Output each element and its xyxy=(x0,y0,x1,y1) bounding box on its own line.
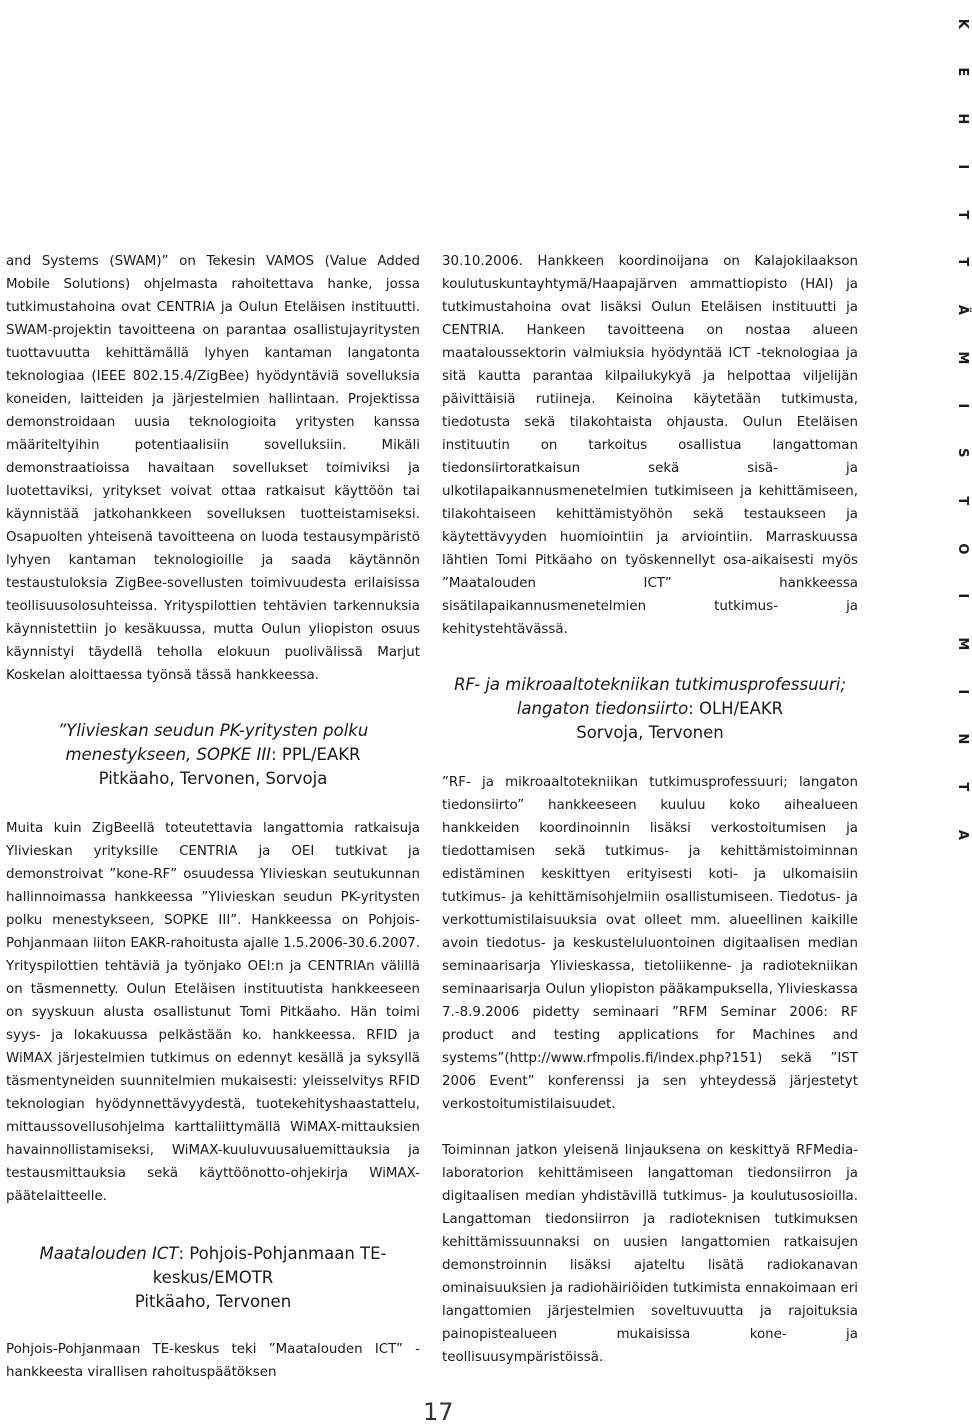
side-letter: H xyxy=(954,113,970,125)
heading-sopke-title-italic: ”Ylivieskan seudun PK-yritysten polku menestykseen, SOPKE III xyxy=(57,721,369,764)
right-column xyxy=(442,250,858,1369)
side-letter: N xyxy=(954,733,970,745)
heading-ict-people: Pitkäaho, Tervonen xyxy=(134,1292,292,1311)
right-ict-continued-paragraph: 30.10.2006. Hankkeen koordinoijana on Kalajokilaakson koulutuskuntayhtymä/Haapajärven ammattiopisto (HAI) ja tutkimustahoina ovat lisäksi Oulun Eteläisen instituutti ja CENTRIA. Hankeen tavoitteena on nostaa alueen maataloussektorin valmiuksia hyödyntää ICT -teknologiaa ja sitä kautta parantaa kilpailukykyä ja helpottaa viljelijän päivittäisiä rutiineja. Keinoina käytetään tutkimusta, tiedotusta sekä tilakohtaista ohjausta. Oulun Eteläisen instituutin on tarkoitus osallistua langattoman tiedonsiirtoratkaisun sekä sisä- ja ulkotilapaikannusmenetelmien tutkimiseen ja kehittämiseen, tilakohtaiseen kehittämistyöhön sekä testaukseen ja käytettävyyden huomiointiin ja arviointiin. Marraskuussa lähtien Tomi Pitkäaho on työskennellyt osa-aikaisesti myös ”Maatalouden ICT” hankkeessa sisätilapaikannusmenetelmien tutkimus- ja kehitystehtävässä. xyxy=(442,254,858,637)
heading-maatalouden-ict xyxy=(6,1242,420,1314)
heading-sopke-title xyxy=(6,719,420,767)
left-intro-paragraph: and Systems (SWAM)” on Tekesin VAMOS (Value Added Mobile Solutions) ohjelmasta rahoitettava hanke, jossa tutkimustahoina ovat CENTRIA ja Oulun Eteläisen instituutti. SWAM-projektin tavoitteena on parantaa osallistujayritysten tuottavuutta kehittämällä lyhyen kantaman langatonta teknologiaa (IEEE 802.15.4/ZigBee) hyödyntäviä sovelluksia koneiden, laitteiden ja järjestelmien hallintaan. Projektissa demonstroidaan uusia teknologioita yritysten kanssa määriteltyihin potentiaalisiin sovelluksiin. Mikäli demonstraatioissa havaitaan sovellukset toimiviksi ja luotettaviksi, yritykset voivat ottaa ratkaisut käyttöön tai käynnistää jatkohankkeen sovelluksen tuotteistamiseksi. Osapuolten yhteisenä tavoitteena on luoda testausympäristö lyhyen kantaman teknologioille ja saada käytännön testaustuloksia ZigBee-sovellusten toimivuudesta erilaisissa teollisuusolosuhteissa. Yrityspilottien tehtävien tarkennuksia käynnistettiin jo kesäkuussa, mutta Oulun yliopiston osuus käynnistyi täydellä teholla elokuun puolivälissä Marjut Koskelan aloittaessa työnsä tässä hankkeessa. xyxy=(6,254,420,683)
side-letter: O xyxy=(954,542,970,554)
left-sopke-paragraph: Muita kuin ZigBeellä toteutettavia langattomia ratkaisuja Ylivieskan yrityksille CENTRIA ja OEI tutkivat ja demonstroivat ”kone-RF” osuudessa Ylivieskan seutukunnan hallinnoimassa hankkeessa ”Ylivieskan seudun PK-yritysten polku menestykseen, SOPKE III”. Hankkeessa on Pohjois-Pohjanmaan liiton EAKR-rahoitusta ajalle 1.5.2006-30.6.2007. Yrityspilottien tehtäviä ja työnjako OEI:n ja CENTRIAn välillä on täsmennetty. Oulun Eteläisen instituutista hankkeeseen on syyskuun alusta osallistunut Tomi Pitkäaho. Hän toimi syys- ja lokakuussa pelkästään ko. hankkeessa. RFID ja WiMAX järjestelmien tutkimus on edennyt kesällä ja syksyllä täsmentyneiden suunnitelmien mukaisesti: yleisselvitys RFID teknologian hyödynnettävyydestä, tuotekehityshaastattelu, mittaussovellusohjelma karttaliittymällä WiMAX-mittauksien havainnollistamiseksi, WiMAX-kuuluvuusaluemittauksia ja testausmittauksia sekä käyttöönotto-ohjekirja WiMAX-päätelaitteelle. xyxy=(6,821,420,1204)
side-letter: T xyxy=(954,257,970,267)
heading-rf-professorship xyxy=(442,673,858,745)
right-outlook-paragraph: Toiminnan jatkon yleisenä linjauksena on keskittyä RFMedia-laboratorion kehittämiseen langattoman tiedonsiirron ja digitaalisen median yhdistävillä tutkimus- ja koulutusosioilla. Langattoman tiedonsiirron ja radioteknisen tutkimuksen kehittämissuunnaksi on uusien langattomien ratkaisujen demonstroinnin lisäksi ajateltu lisätä radiokanavan ominaisuuksien ja radiohäiriöiden tutkimista ennakoimaan eri langattomien järjestelmien soveltuvuutta ja rajoituksia painopistealueen mukaisissa kone- ja teollisuusympäristöissä. xyxy=(442,1143,858,1365)
side-letter: T xyxy=(954,782,970,792)
heading-rf-line1: RF- ja mikroaaltotekniikan tutkimusprofessuuri; xyxy=(454,675,846,694)
heading-rf-line2-italic: langaton tiedonsiirto xyxy=(516,699,689,718)
heading-sopke-title-funding: : PPL/EAKR xyxy=(271,745,361,764)
side-letter: A xyxy=(954,829,970,840)
heading-ict-title-funding: : Pohjois-Pohjanmaan TE-keskus/EMOTR xyxy=(152,1244,387,1287)
side-letter: I xyxy=(954,402,970,408)
side-letter: Ä xyxy=(954,304,970,315)
heading-ict-title xyxy=(6,1242,420,1290)
left-ict-paragraph: Pohjois-Pohjanmaan TE-keskus teki ”Maatalouden ICT” -hankkeesta virallisen rahoituspäätöksen xyxy=(6,1342,420,1380)
right-rf-paragraph: ”RF- ja mikroaaltotekniikan tutkimusprofessuuri; langaton tiedonsiirto” hankkeeseen kuuluu koko aihealueen hankkeiden koordinoinnin lisäksi verkostoitumisen ja tiedottamisen sekä tutkimus- ja kehittämistoiminnan edistäminen keskittyen erityisesti koti- ja ulkomaisiin tutkimus- ja kehittämisohjelmiin osallistumiseen. Tiedotus- ja verkottumistilaisuuksia ovat olleet mm. alueellinen kaikille avoin tiedotus- ja keskusteluluontoinen digitaalisen median seminaarisarja Ylivieskassa, tietoliikenne- ja radiotekniikan seminaarisarja Oulun yliopiston pääkampuksella, Ylivieskassa 7.-8.9.2006 pidetty seminaari ”RFM Seminar 2006: RF product and testing applications for Machines and systems”(http://www.rfmpolis.fi/index.php?151) sekä ”IST 2006 Event” konferenssi ja sen yhteydessä järjestetyt verkostoitumistilaisuudet. xyxy=(442,775,858,1112)
page-number: 17 xyxy=(423,1398,454,1426)
side-letter: I xyxy=(954,689,970,694)
side-letter: I xyxy=(954,593,970,599)
heading-rf-people: Sorvoja, Tervonen xyxy=(576,723,724,742)
left-column xyxy=(6,250,420,1384)
heading-ict-title-italic: Maatalouden ICT xyxy=(39,1244,179,1263)
heading-sopke xyxy=(6,719,420,791)
side-letter: E xyxy=(954,67,970,76)
heading-rf-funding: : OLH/EAKR xyxy=(688,699,784,718)
section-title-vertical xyxy=(936,0,970,858)
side-letter: I xyxy=(954,164,970,170)
side-letter: M xyxy=(954,637,970,651)
paragraph-gap xyxy=(442,1116,858,1139)
side-letter: T xyxy=(954,210,970,220)
side-letter: T xyxy=(954,496,970,506)
side-letter: S xyxy=(954,448,970,458)
heading-sopke-people: Pitkäaho, Tervonen, Sorvoja xyxy=(98,769,328,788)
heading-rf-line2 xyxy=(442,697,858,721)
side-letter: M xyxy=(954,351,970,365)
side-letter: K xyxy=(954,18,970,29)
